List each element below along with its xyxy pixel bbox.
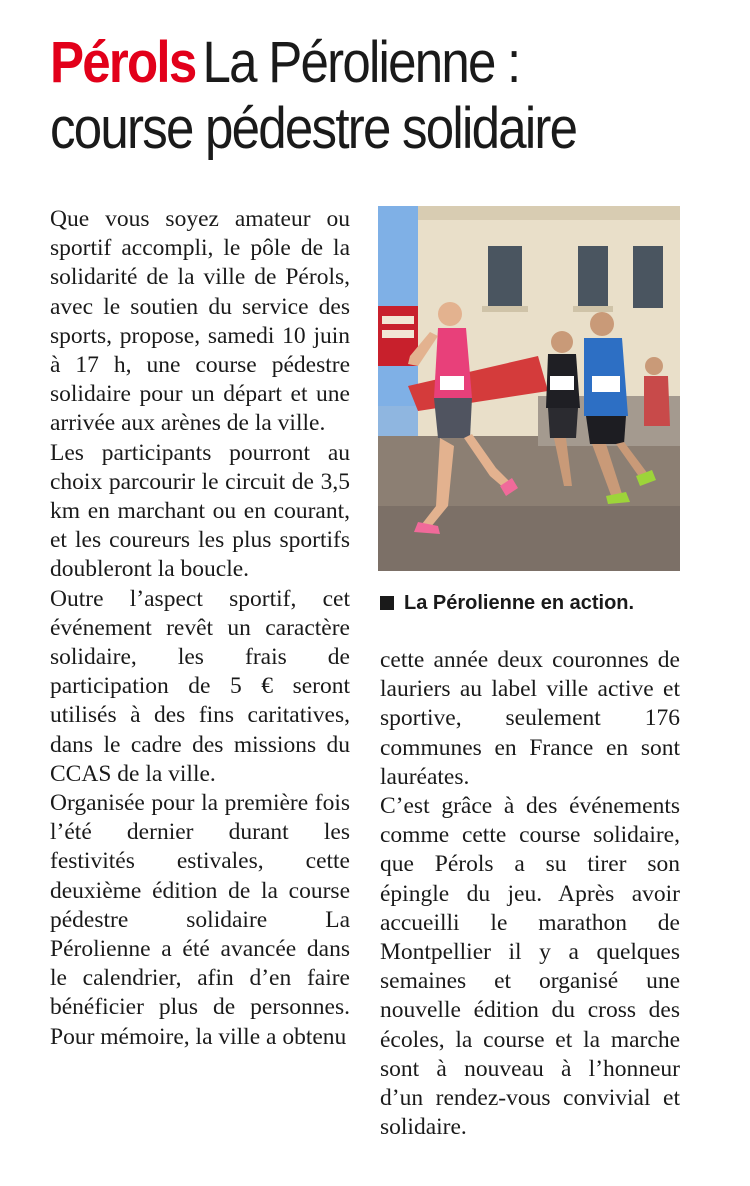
headline-title-part-2: course pédestre solidaire	[50, 96, 577, 161]
paragraph-label: cette année deux couronnes de lauriers au label ville active et sportive, seulement 176 communes en France en sont lauréates.	[380, 647, 680, 790]
headline-kicker: Pérols	[50, 30, 196, 95]
runners-photo-illustration	[378, 206, 680, 571]
caption-square-bullet	[380, 596, 394, 610]
headline-line-1	[50, 30, 648, 96]
headline	[50, 30, 648, 162]
runners-photo	[378, 206, 680, 571]
headline-title-part-1: La Pérolienne :	[202, 30, 520, 95]
caption-text: La Pérolienne en action.	[404, 592, 635, 614]
photo-caption	[380, 590, 680, 616]
paragraph-conclusion: C’est grâce à des événements comme cette course solidaire, que Pérols a su tirer son épingle du jeu. Après avoir accueilli le marathon de Montpellier il y a quelques semaines et organisé une nouvelle édition du cross des écoles, la course et la marche sont à nouveau à l’honneur d’un rendez-vous convivial et solidaire.	[380, 793, 680, 1141]
paragraph-circuit: Les participants pourront au choix parcourir le circuit de 3,5 km en marchant ou en courant, et les coureurs les plus sportifs doubleront la boucle.	[50, 439, 350, 583]
article-column-right	[380, 646, 680, 1142]
paragraph-intro: Que vous soyez amateur ou sportif accompli, le pôle de la solidarité de la ville de Pérols, avec le soutien du service des sports, propose, samedi 10 juin à 17 h, une course pédestre solidaire pour un départ et une arrivée aux arènes de la ville.	[50, 206, 350, 437]
article-column-left	[50, 205, 350, 1052]
paragraph-solidarity: Outre l’aspect sportif, cet événement revêt un caractère solidaire, les frais de participation de 5 € seront utilisés à des fins caritatives, dans le cadre des missions du CCAS de la ville.	[50, 585, 350, 787]
paragraph-history: Organisée pour la première fois l’été dernier durant les festivités estivales, cette deuxième édition de la course pédestre solidaire La Pérolienne a été avancée dans le calendrier, afin d’en faire bénéficier plus de personnes. Pour mémoire, la ville a obtenu	[50, 790, 350, 1050]
